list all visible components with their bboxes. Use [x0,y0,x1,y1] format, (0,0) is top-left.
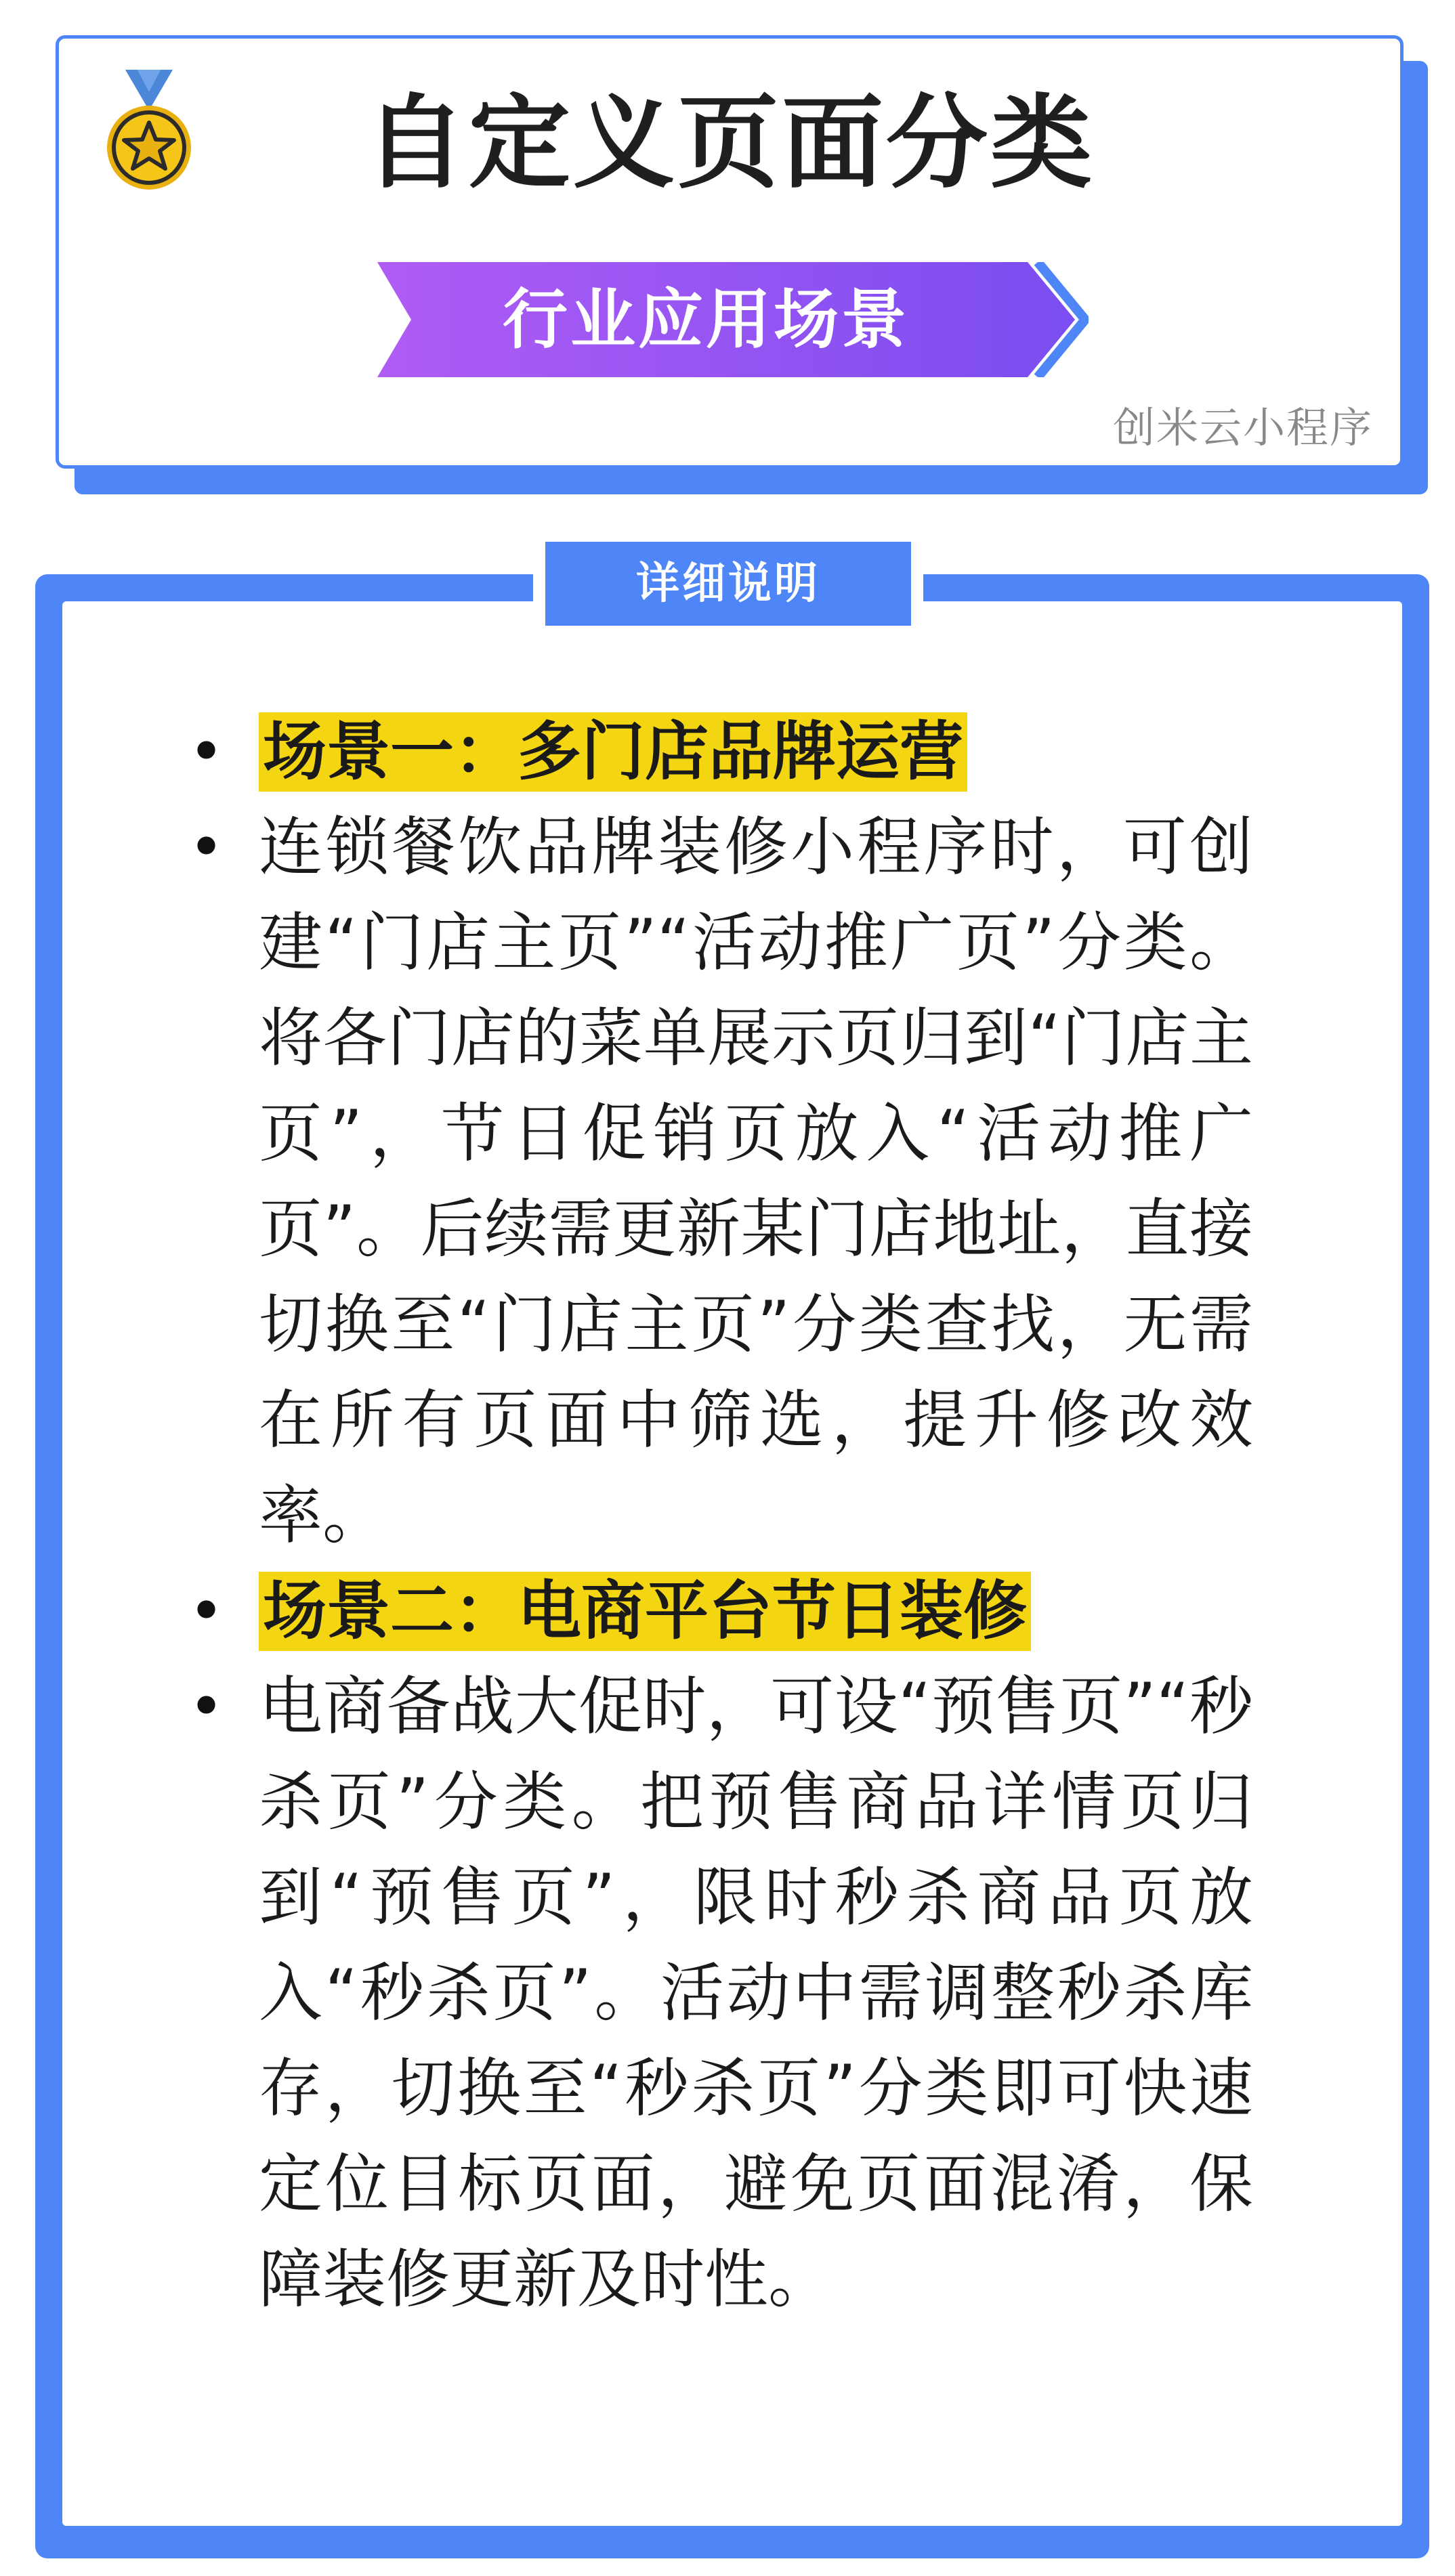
list-item [183,704,1253,800]
bullet-icon: • [188,1671,225,1742]
bullet-icon: • [188,1576,225,1647]
scenario-heading: 场景一：多门店品牌运营 [259,712,967,792]
list-item [183,800,1253,1564]
list-item [183,1659,1253,2327]
detail-tab-label: 详细说明 [636,559,820,609]
detail-tab [545,542,911,626]
bullet-icon: • [188,716,225,788]
scenario-description: 电商备战大促时，可设“预售页”“秒杀页”分类。把预售商品详情页归到“预售页”，限时秒杀商品页放入“秒杀页”。活动中需调整秒杀库存，切换至“秒杀页”分类即可快速定位目标页面，避免页面混淆，保障装修更新及时性。 [259,1670,1253,2317]
brand-name: 创米云小程序 [1112,403,1373,452]
detail-content [183,704,1253,2327]
list-item [183,1564,1253,1659]
category-ribbon [377,262,1089,377]
scenario-heading: 场景二：电商平台节日装修 [259,1572,1031,1651]
ribbon-label: 行业应用场景 [503,282,909,358]
bullet-icon: • [188,812,225,883]
scenario-description: 连锁餐饮品牌装修小程序时，可创建“门店主页”“活动推广页”分类。将各门店的菜单展示页归到“门店主页”，节日促销页放入“活动推广页”。后续需更新某门店地址，直接切换至“门店主页”分类查找，无需在所有页面中筛选，提升修改效率。 [259,811,1253,1553]
header-card [56,35,1404,469]
page-title: 自定义页面分类 [364,85,1095,202]
